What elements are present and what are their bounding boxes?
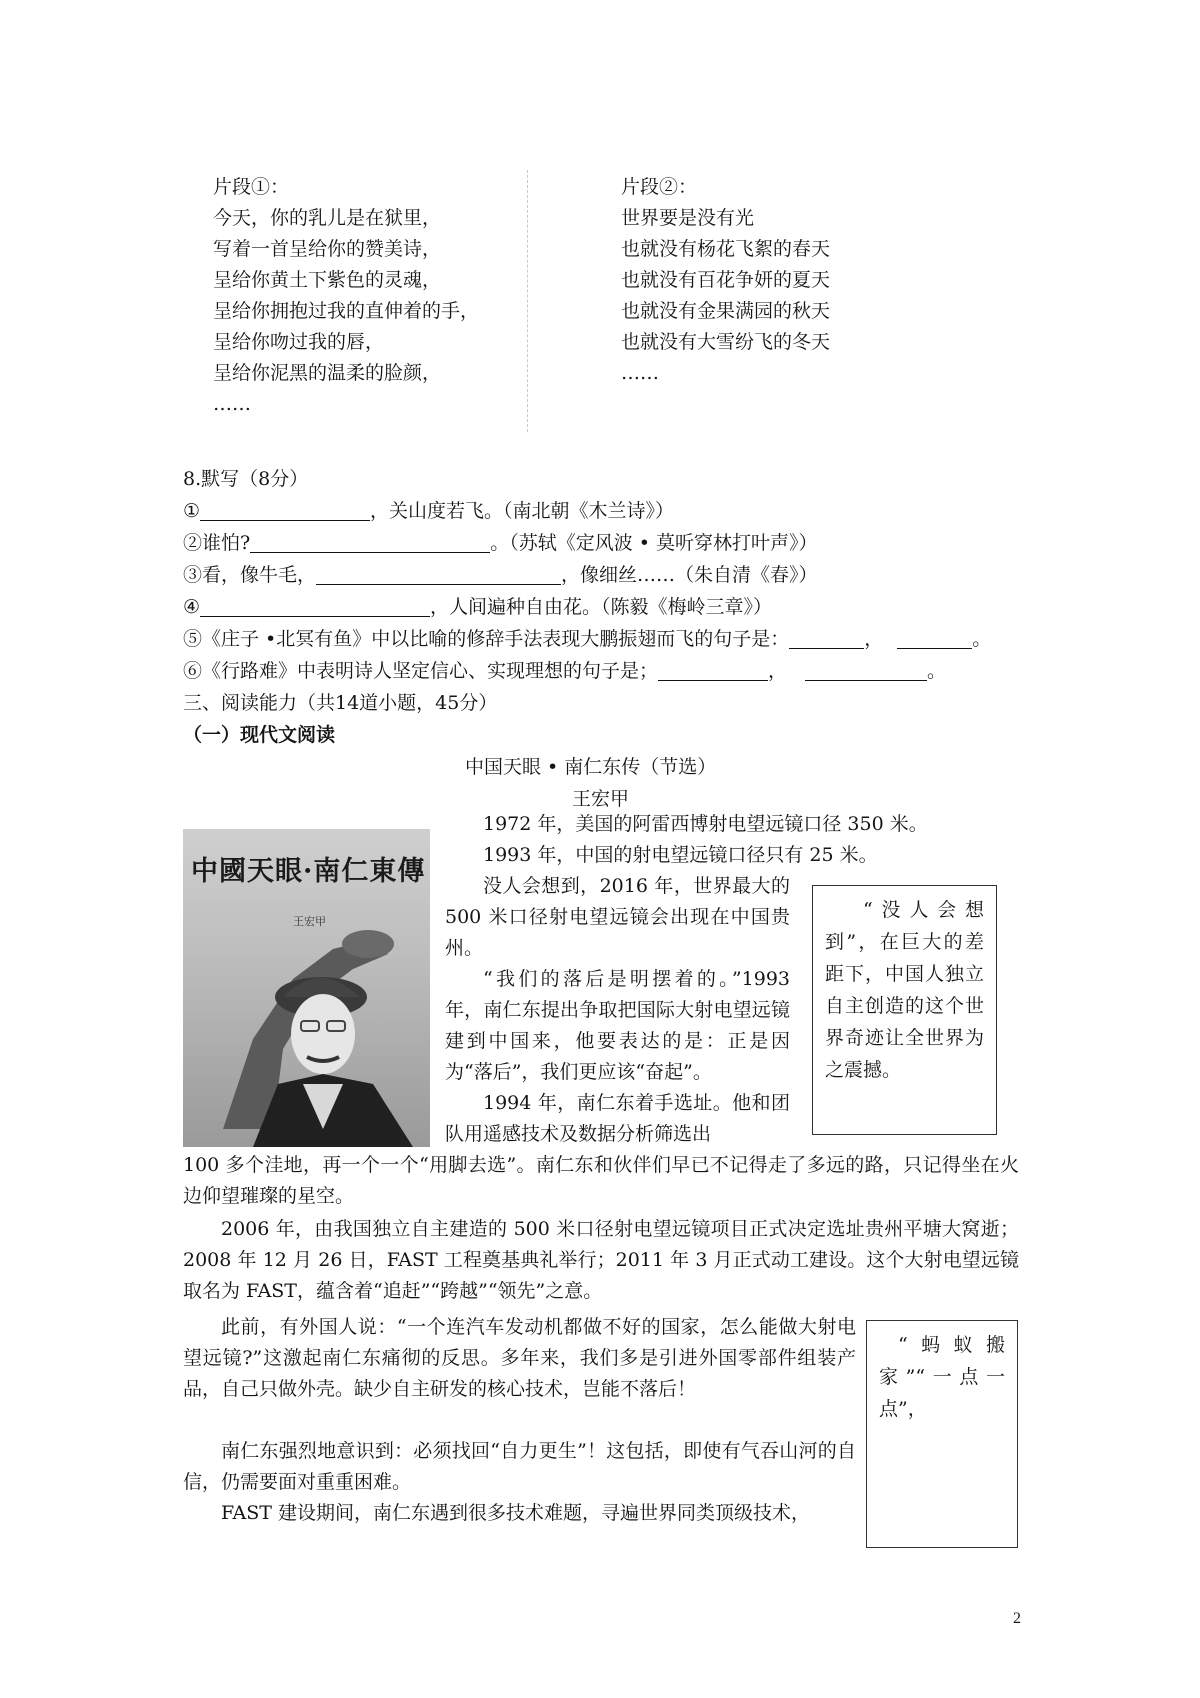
fragment-1-line: 呈给你黄土下紫色的灵魂，: [213, 269, 442, 291]
q8-item-6: [183, 656, 946, 687]
q8-item-6-before: ⑥《行路难》中表明诗人坚定信心、实现理想的句子是；: [183, 660, 659, 682]
paragraph: 没人会想到，2016 年，世界最大的 500 米口径射电望远镜会出现在中国贵州。: [445, 875, 790, 959]
fragment-2: [621, 172, 830, 389]
q8-item-4: [183, 592, 772, 623]
q8-item-2: [183, 528, 817, 559]
fragment-1: [213, 172, 479, 420]
q8-item-2-before: ②谁怕?: [183, 532, 251, 554]
q8-item-3: [183, 560, 818, 591]
q8-item-3-after: ，像细丝……（朱自清《春》）: [561, 564, 818, 586]
fragment-1-line: 今天，你的乳儿是在狱里，: [213, 207, 442, 229]
cover-author: 王宏甲: [293, 915, 326, 928]
paragraph: FAST 建设期间，南仁东遇到很多技术难题，寻遍世界同类顶级技术，: [221, 1502, 810, 1524]
fragment-divider: [527, 170, 528, 432]
fragment-1-line: 呈给你吻过我的唇，: [213, 331, 385, 353]
answer-blank[interactable]: [897, 627, 972, 649]
answer-blank[interactable]: [200, 595, 430, 617]
q8-item-2-after: 。（苏轼《定风波 • 莫听穿林打叶声》）: [490, 532, 818, 554]
section-3-title: 三、阅读能力（共14道小题，45分）: [183, 692, 498, 714]
q8-item-6-end: 。: [927, 660, 947, 682]
paragraph: 1993 年，中国的射电望远镜口径只有 25 米。: [483, 844, 878, 866]
fragment-2-line: ……: [621, 362, 659, 384]
cover-title: 中國天眼·南仁東傳: [191, 856, 426, 887]
q8-item-5-before: ⑤《庄子 •北冥有鱼》中以比喻的修辞手法表现大鹏振翅而飞的句子是：: [183, 628, 790, 650]
book-cover-image: [183, 829, 430, 1147]
q8-item-1: [183, 496, 674, 527]
page-number: 2: [1013, 1610, 1021, 1627]
answer-blank[interactable]: [316, 563, 561, 585]
q8-item-5: [183, 624, 991, 655]
fragment-2-line: 也就没有百花争妍的夏天: [621, 269, 831, 291]
paragraph: 1994 年，南仁东着手选址。他和团队用遥感技术及数据分析筛选出: [445, 1092, 790, 1145]
q8-item-4-num: ④: [183, 596, 201, 618]
fragment-1-line: 呈给你泥黑的温柔的脸颜，: [213, 362, 442, 384]
paragraph: 2006 年，由我国独立自主建造的 500 米口径射电望远镜项目正式决定选址贵州平塘大窝逝；2008 年 12 月 26 日，FAST 工程奠基典礼举行；2011 年 3 月正式动工建设。这个大射电望远镜取名为 FAST，蕴含着“追赶”“跨越”“领先”之意。: [183, 1218, 1019, 1302]
fragment-1-title: 片段①：: [213, 176, 290, 198]
portrait-illustration: [183, 829, 430, 1147]
paragraph: 南仁东强烈地意识到：必须找回“自力更生”！这包括，即使有气吞山河的自信，仍需要面对重重困难。: [183, 1440, 856, 1493]
answer-blank[interactable]: [200, 499, 370, 521]
fragment-2-line: 也就没有大雪纷飞的冬天: [621, 331, 831, 353]
q8-title: 8.默写（8分）: [183, 468, 309, 490]
paragraph: 此前，有外国人说：“一个连汽车发动机都做不好的国家，怎么能做大射电望远镜?”这激起南仁东痛彻的反思。多年来，我们多是引进外国零部件组装产品，自己只做外壳。缺少自主研发的核心技术，岂能不落后！: [183, 1316, 856, 1400]
fragment-2-title: 片段②：: [621, 176, 698, 198]
paragraph: “我们的落后是明摆着的。”1993 年，南仁东提出争取把国际大射电望远镜建到中国来，他要表达的是：正是因为“落后”，我们更应该“奋起”。: [445, 968, 790, 1083]
answer-blank[interactable]: [789, 627, 864, 649]
annotation-box: “没人会想到”，在巨大的差距下，中国人独立自主创造的这个世界奇迹让全世界为之震撼。: [812, 885, 997, 1135]
article-author: 王宏甲: [572, 788, 630, 810]
section-subtitle: （一）现代文阅读: [183, 724, 336, 746]
fragment-1-line: 写着一首呈给你的赞美诗，: [213, 238, 442, 260]
fragment-2-line: 也就没有金果满园的秋天: [621, 300, 831, 322]
annotation-box: “蚂蚁搬家”“一点一点”，: [866, 1320, 1018, 1548]
q8-item-5-end: 。: [972, 628, 992, 650]
article-title: 中国天眼 • 南仁东传（节选）: [465, 756, 717, 778]
q8-item-1-text: ，关山度若飞。（南北朝《木兰诗》）: [370, 500, 675, 522]
paragraph: 1972 年，美国的阿雷西博射电望远镜口径 350 米。: [483, 813, 928, 835]
q8-item-6-mid: ，: [768, 660, 788, 682]
answer-blank[interactable]: [805, 659, 927, 681]
fragment-1-line: 呈给你拥抱过我的直伸着的手，: [213, 300, 480, 322]
paragraph: 100 多个洼地，再一个一个“用脚去选”。南仁东和伙伴们早已不记得走了多远的路，只记得坐在火边仰望璀璨的星空。: [183, 1154, 1019, 1207]
answer-blank[interactable]: [250, 531, 490, 553]
fragment-1-line: ……: [213, 393, 251, 415]
q8-item-4-text: ，人间遍种自由花。（陈毅《梅岭三章》）: [430, 596, 773, 618]
answer-blank[interactable]: [658, 659, 768, 681]
fragment-2-line: 世界要是没有光: [621, 207, 755, 229]
q8-item-3-before: ③看，像牛毛，: [183, 564, 317, 586]
q8-item-1-num: ①: [183, 500, 201, 522]
fragment-2-line: 也就没有杨花飞絮的春天: [621, 238, 831, 260]
q8-item-5-mid: ，: [864, 628, 884, 650]
